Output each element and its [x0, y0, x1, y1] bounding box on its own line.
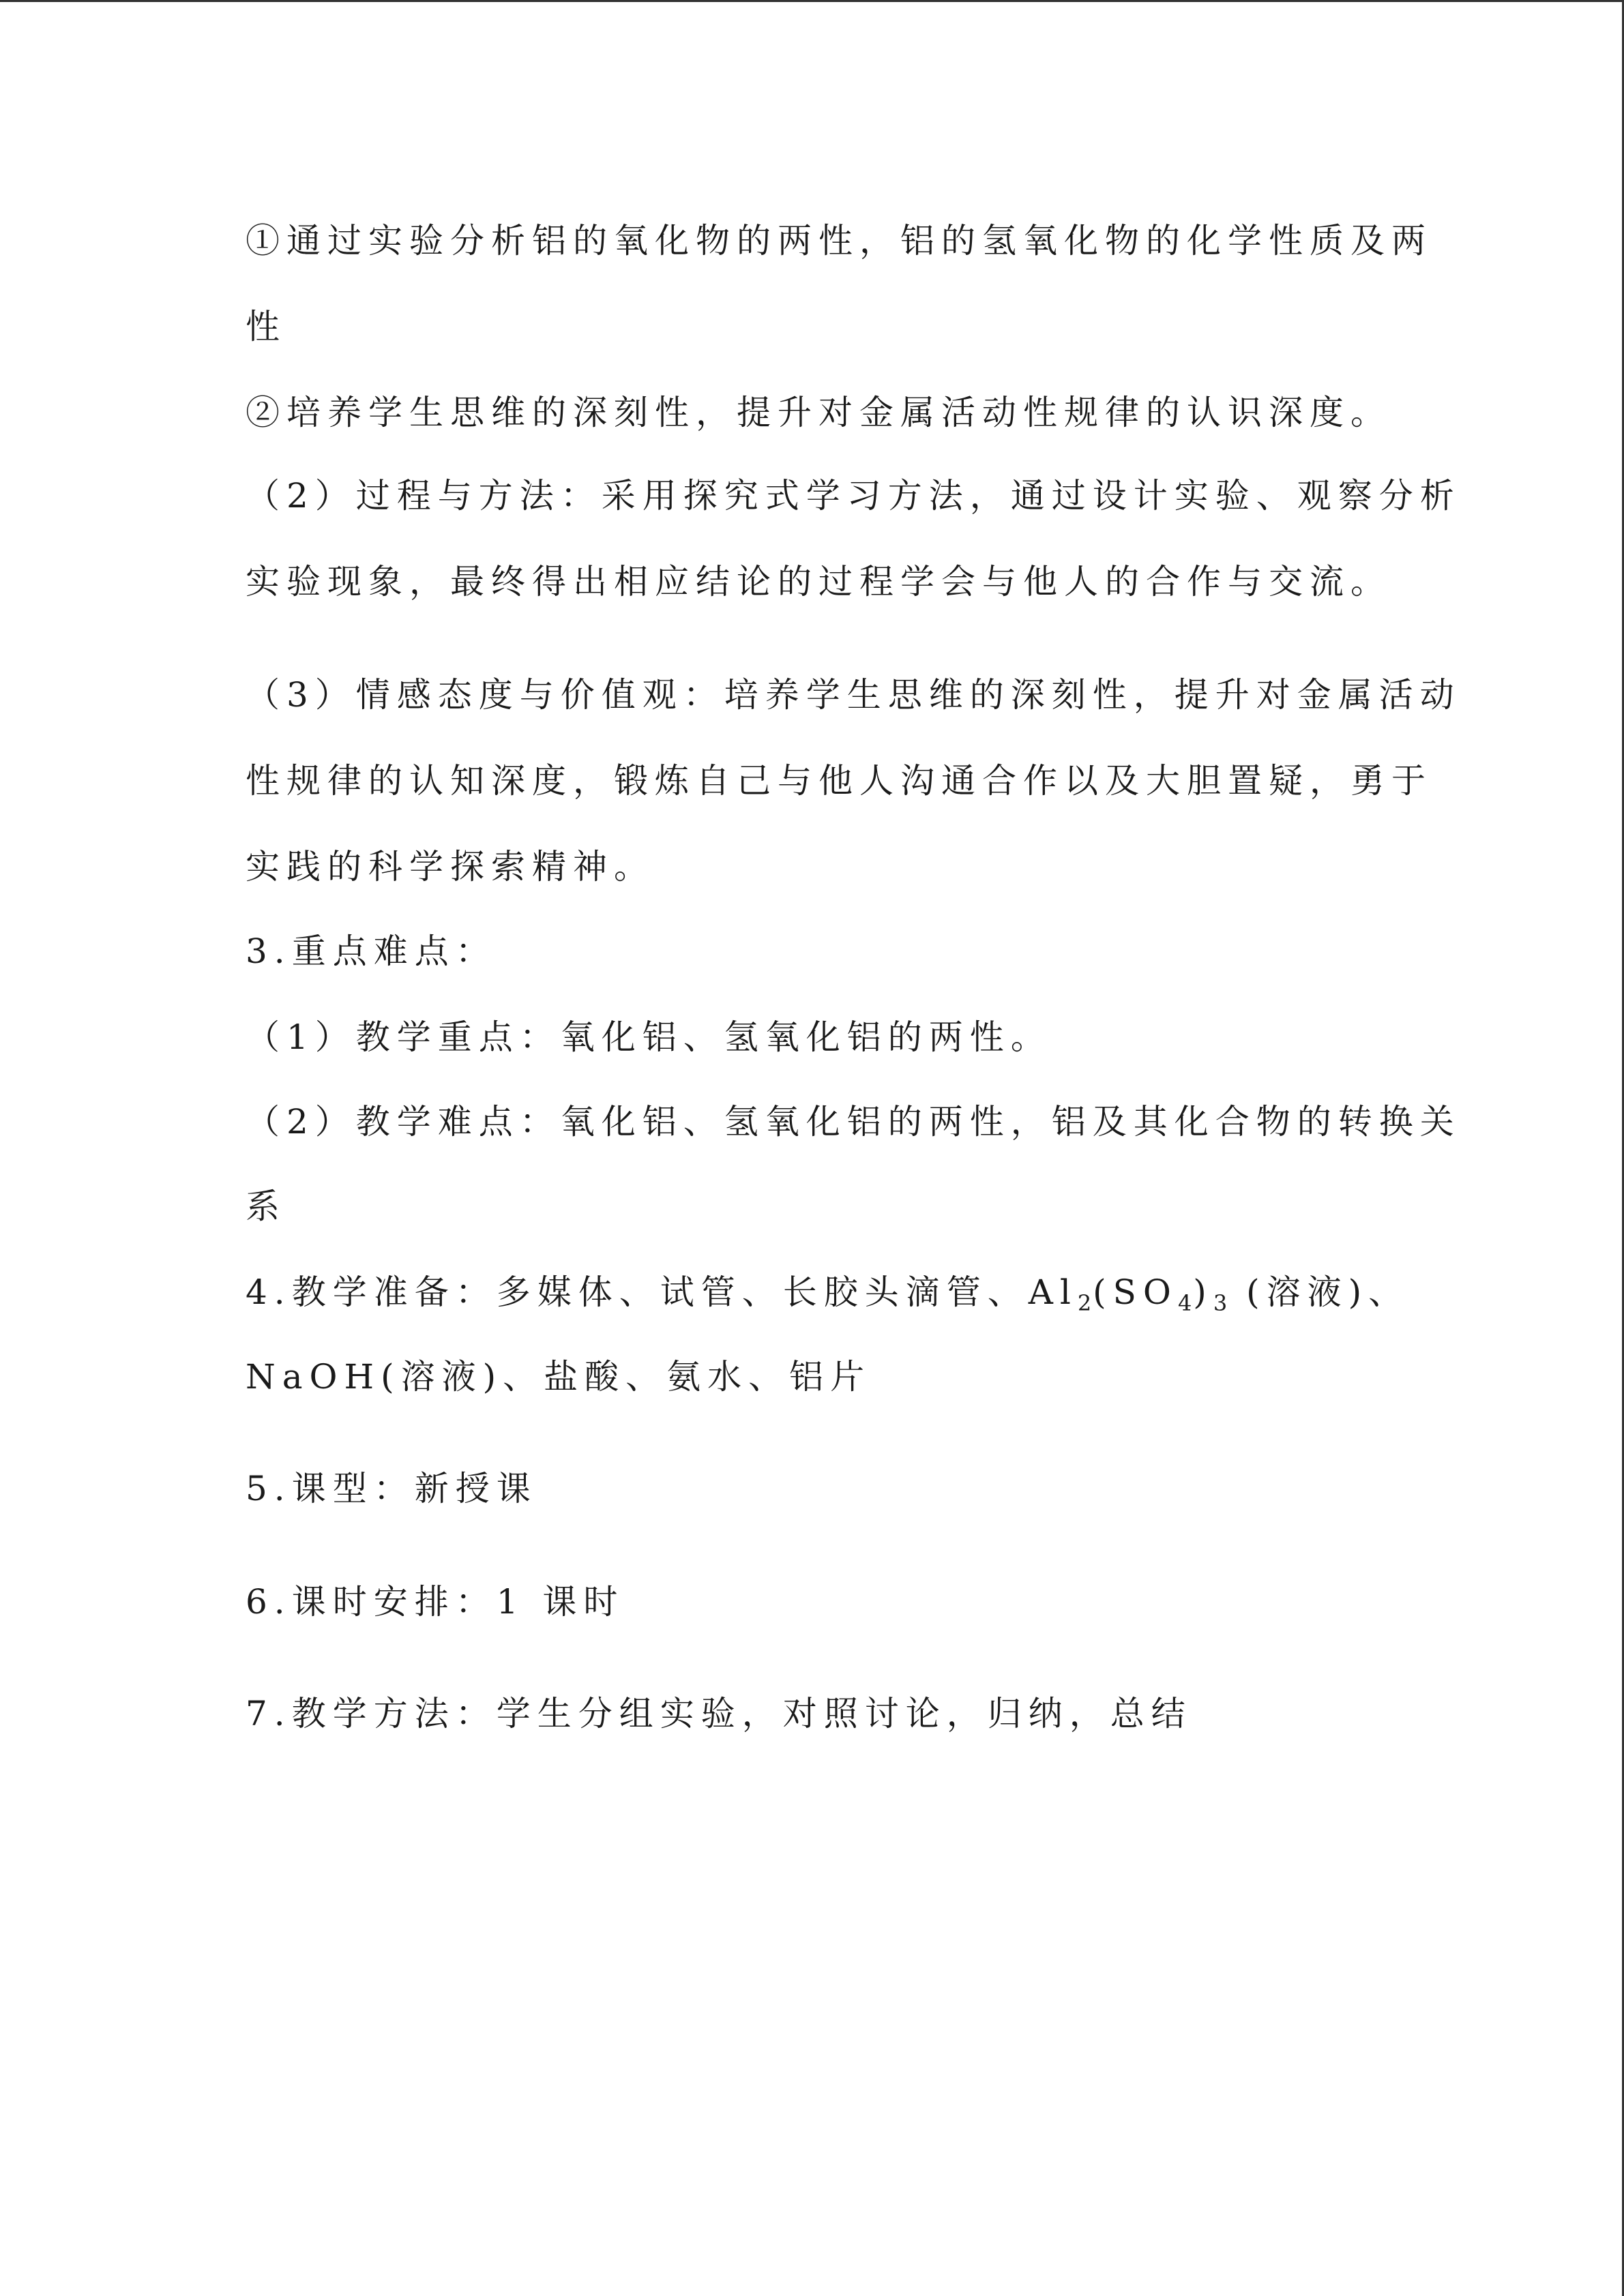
teaching-key-point: （1）教学重点：氧化铝、氢氧化铝的两性。 — [246, 1017, 1052, 1057]
teaching-method: 7.教学方法：学生分组实验，对照讨论，归纳，总结 — [246, 1694, 1192, 1733]
objective-1-line-1: ①通过实验分析铝的氧化物的两性，铝的氢氧化物的化学性质及两 — [246, 221, 1432, 260]
prep-close-paren: ) — [1193, 1272, 1213, 1312]
prep-prefix: 4.教学准备：多媒体、试管、长胶头滴管、Al — [246, 1272, 1078, 1312]
class-hour-schedule: 6.课时安排：1 课时 — [246, 1582, 625, 1622]
emotion-values-line-2: 性规律的认知深度，锻炼自己与他人沟通合作以及大胆置疑，勇于 — [246, 761, 1432, 801]
key-difficult-heading: 3.重点难点： — [246, 931, 497, 971]
objective-2: ②培养学生思维的深刻性，提升对金属活动性规律的认识深度。 — [246, 393, 1391, 432]
emotion-values-line-3: 实践的科学探索精神。 — [246, 847, 655, 886]
teaching-preparation-line-2: NaOH(溶液)、盐酸、氨水、铝片 — [246, 1357, 872, 1397]
prep-suffix: (溶液)、 — [1228, 1272, 1410, 1312]
process-method-line-1: （2）过程与方法：采用探究式学习方法，通过设计实验、观察分析 — [246, 476, 1461, 516]
lesson-type: 5.课型：新授课 — [246, 1469, 537, 1508]
prep-subscript-group: 3 — [1213, 1290, 1229, 1316]
teaching-preparation-line-1 — [246, 1272, 1410, 1316]
teaching-difficulty-line-1: （2）教学难点：氧化铝、氢氧化铝的两性，铝及其化合物的转换关 — [246, 1102, 1461, 1142]
prep-so: (SO — [1093, 1272, 1178, 1312]
objective-1-line-2: 性 — [246, 307, 286, 346]
prep-subscript-o: 4 — [1177, 1290, 1194, 1316]
prep-subscript-al: 2 — [1077, 1290, 1093, 1316]
teaching-difficulty-line-2: 系 — [246, 1187, 286, 1226]
emotion-values-line-1: （3）情感态度与价值观：培养学生思维的深刻性，提升对金属活动 — [246, 675, 1461, 715]
process-method-line-2: 实验现象，最终得出相应结论的过程学会与他人的合作与交流。 — [246, 562, 1391, 601]
